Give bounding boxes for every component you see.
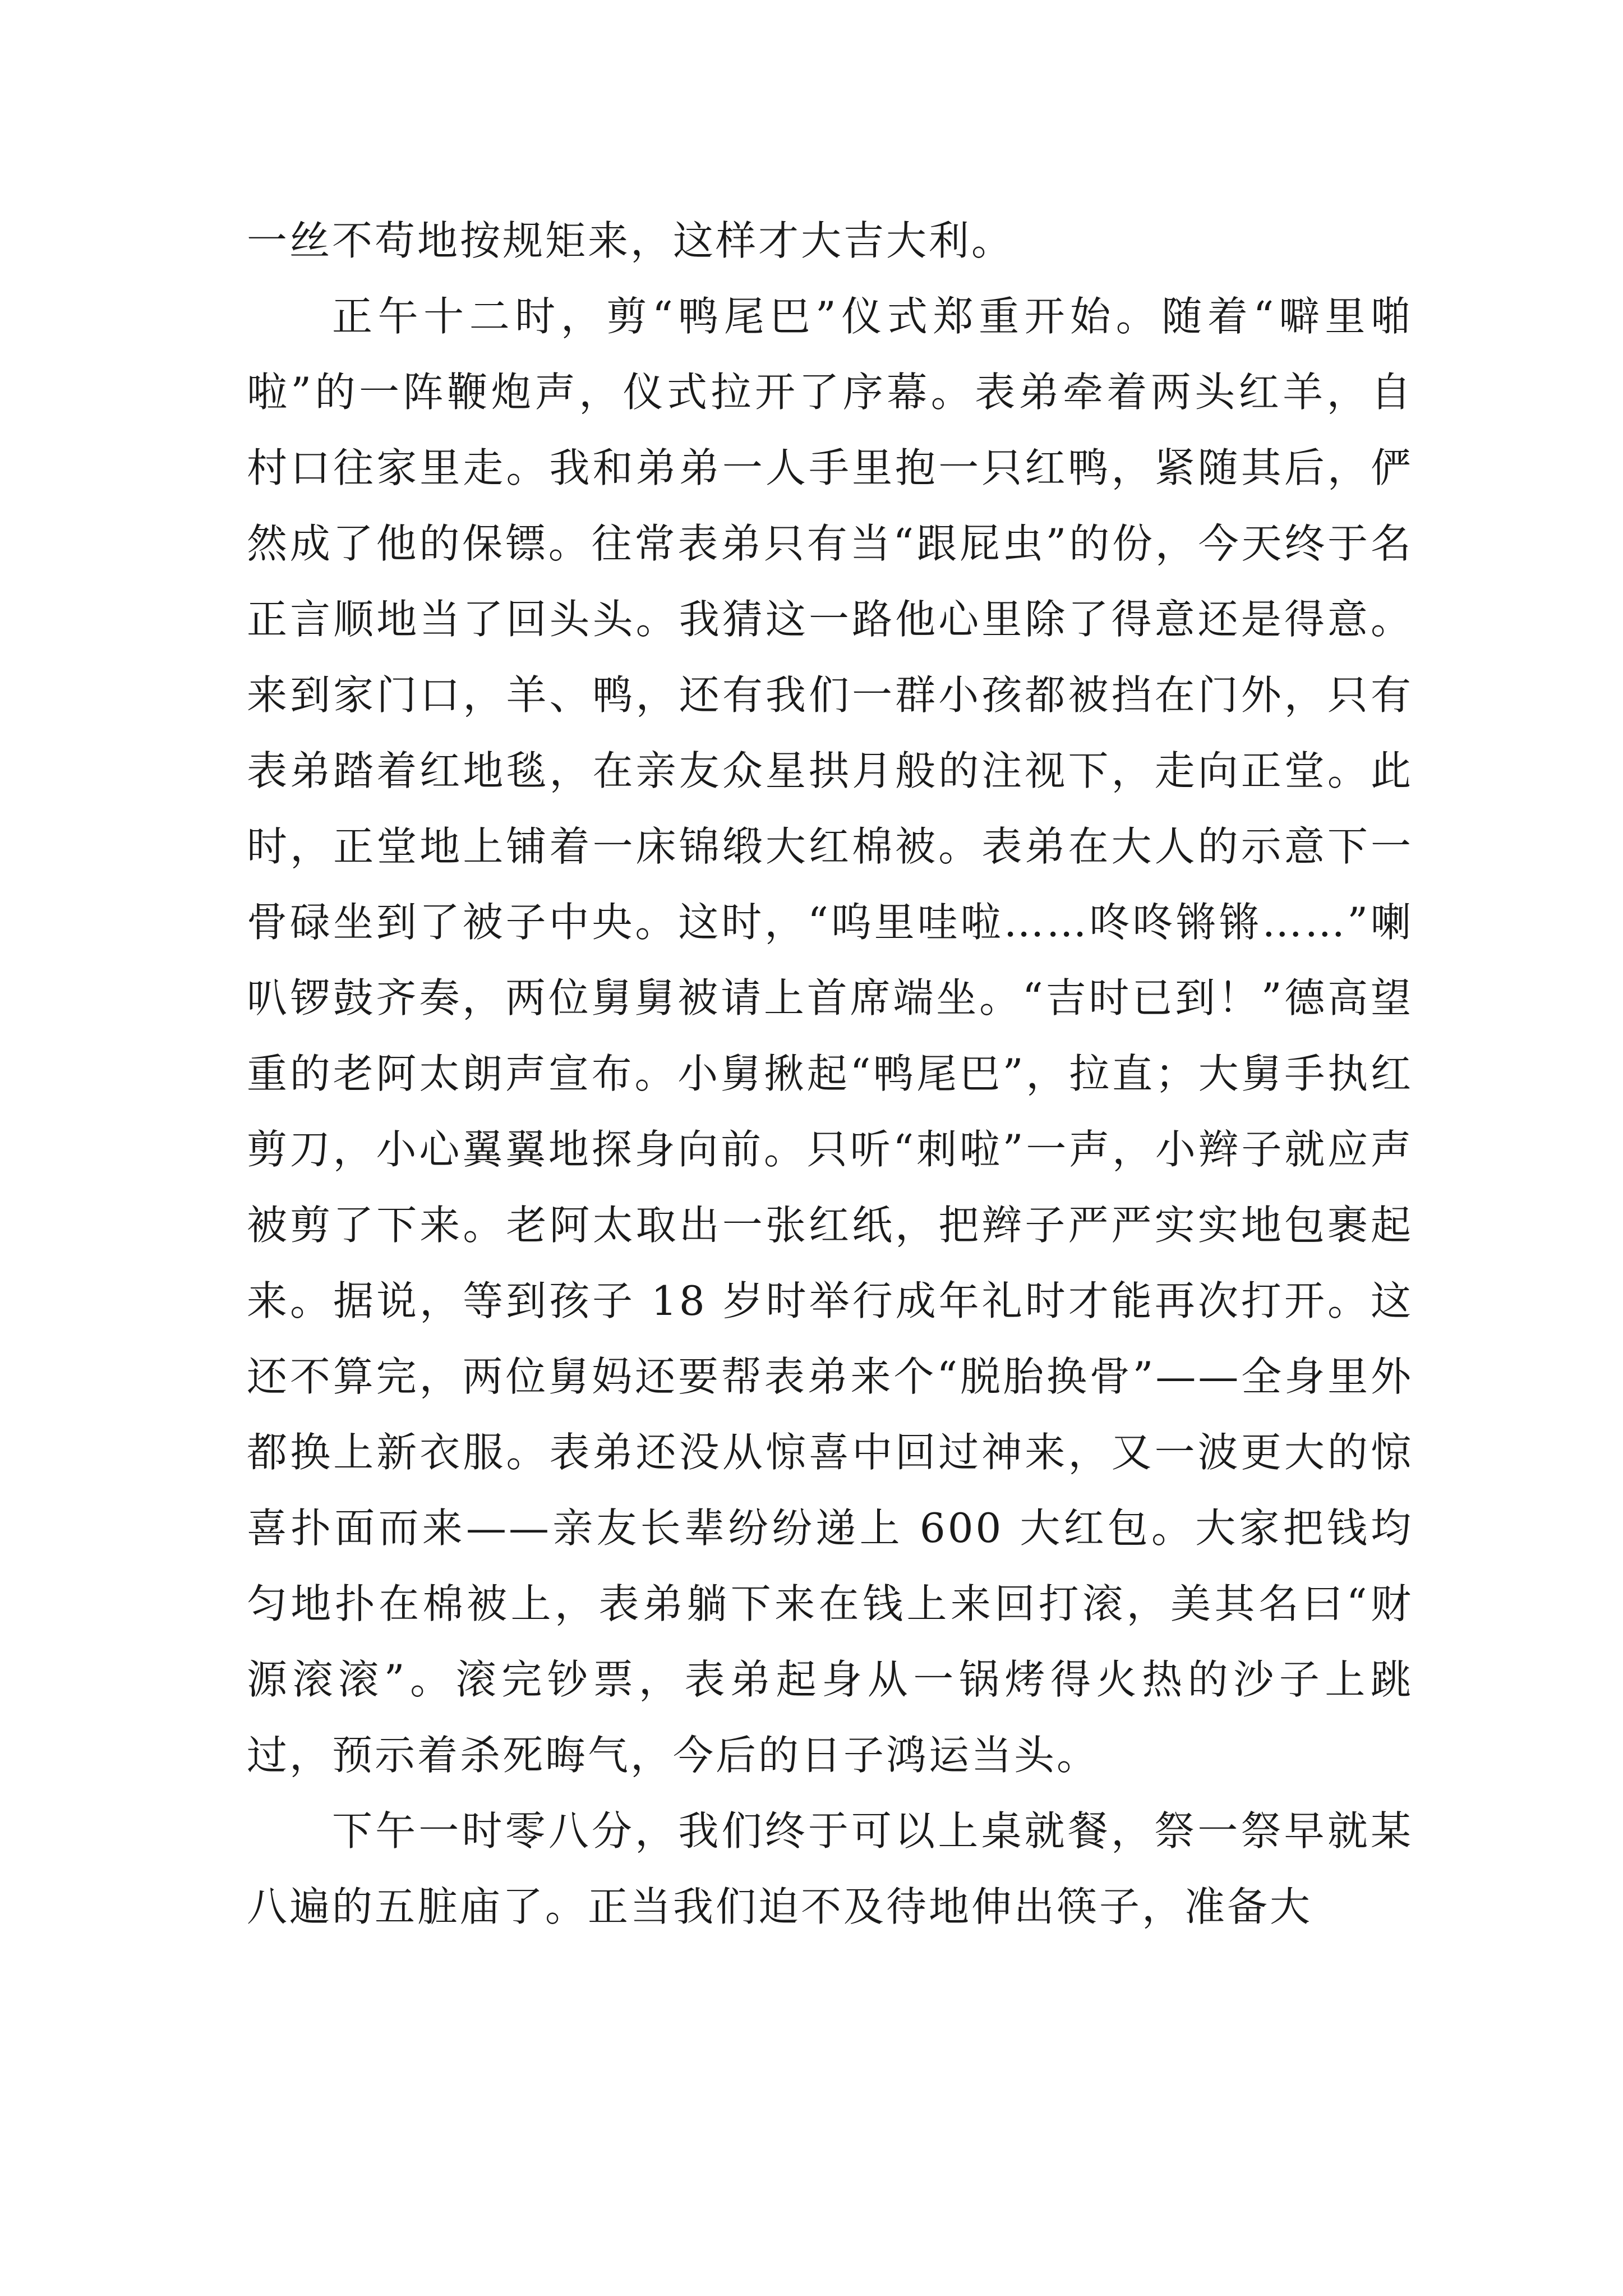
paragraph-meal: 下午一时零八分，我们终于可以上桌就餐，祭一祭早就某八遍的五脏庙了。正当我们迫不及待地伸出筷子，准备大 <box>247 1807 1413 1930</box>
paragraph-ceremony: 正午十二时，剪“鸭尾巴”仪式郑重开始。随着“噼里啪啦”的一阵鞭炮声，仪式拉开了序幕。表弟牵着两头红羊，自村口往家里走。我和弟弟一人手里抱一只红鸭，紧随其后，俨然成了他的保镖。往常表弟只有当“跟屁虫”的份，今天终于名正言顺地当了回头头。我猜这一路他心里除了得意还是得意。来到家门口，羊、鸭，还有我们一群小孩都被挡在门外，只有表弟踏着红地毯，在亲友众星拱月般的注视下，走向正堂。此时，正堂地上铺着一床锦缎大红棉被。表弟在大人的示意下一骨碌坐到了被子中央。这时，“呜里哇啦……咚咚锵锵……”喇叭锣鼓齐奏，两位舅舅被请上首席端坐。“吉时已到！”德高望重的老阿太朗声宣布。小舅揪起“鸭尾巴”，拉直；大舅手执红剪刀，小心翼翼地探身向前。只听“刺啦”一声，小辫子就应声被剪了下来。老阿太取出一张红纸，把辫子严严实实地包裹起来。据说，等到孩子 18 岁时举行成年礼时才能再次打开。这还不算完，两位舅妈还要帮表弟来个“脱胎换骨”——全身里外都换上新衣服。表弟还没从惊喜中回过神来，又一波更大的惊喜扑面而来——亲友长辈纷纷递上 600 大红包。大家把钱均匀地扑在棉被上，表弟躺下来在钱上来回打滚，美其名曰“财源滚滚”。滚完钞票，表弟起身从一锅烤得火热的沙子上跳过，预示着杀死晦气，今后的日子鸿运当头。 <box>247 293 1413 1779</box>
body-text <box>247 203 1413 1945</box>
paragraph-continuation: 一丝不苟地按规矩来，这样才大吉大利。 <box>247 217 1015 264</box>
